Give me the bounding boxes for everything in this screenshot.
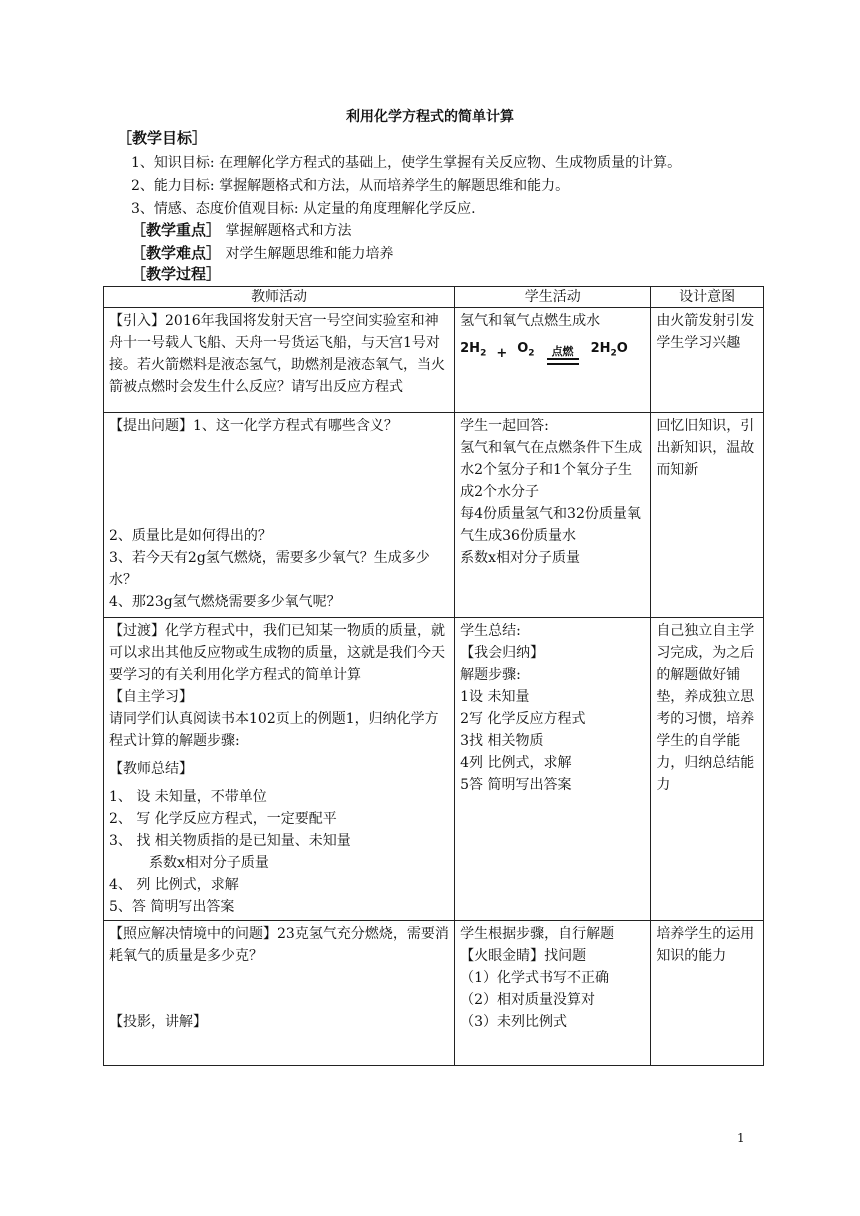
- row3-reading-task: 请同学们认真阅读书本102页上的例题1，归纳化学方程式计算的解题步骤:: [109, 711, 439, 749]
- difficulty-text: 对学生解题思维和能力培养: [225, 246, 394, 262]
- row3-step-4: 4、 列 比例式，求解: [109, 877, 239, 893]
- row3-student-line: 解题步骤:: [460, 667, 521, 683]
- objective-ability: 2、能力目标: 掌握解题格式和方法，从而培养学生的解题思维和能力。: [131, 178, 570, 194]
- equation-reactant-o2: $O_2$: [517, 341, 535, 359]
- row3-student-line: 2写 化学反应方程式: [460, 711, 586, 727]
- objective-emotion: 3、情感、态度价值观目标: 从定量的角度理解化学反应.: [131, 201, 476, 217]
- row4-student-line: 【火眼金睛】找问题: [460, 948, 587, 964]
- row4-student-line: 学生根据步骤，自行解题: [460, 926, 615, 942]
- row3-step-3: 3、 找 相关物质指的是已知量、未知量: [109, 833, 351, 849]
- objectives-heading: ［教学目标］: [117, 129, 208, 147]
- row1-intent-text: 由火箭发射引发学生学习兴趣: [656, 313, 755, 351]
- row4-student-line: （2）相对质量没算对: [460, 992, 596, 1008]
- row4-projection-note: 【投影，讲解】: [109, 1014, 207, 1030]
- equation-plus: +: [496, 345, 508, 361]
- difficulty: [131, 242, 393, 263]
- table-row: [104, 618, 764, 921]
- table-row: [104, 921, 764, 1066]
- row1-student: [455, 308, 651, 413]
- row4-teacher: [104, 921, 455, 1066]
- equation-reactant-h2: $2H_2$: [460, 341, 487, 359]
- row3-intent: [651, 618, 764, 921]
- document-title: 利用化学方程式的简单计算: [346, 109, 514, 125]
- row4-student-line: （1）化学式书写不正确: [460, 970, 610, 986]
- objective-knowledge: 1、知识目标: 在理解化学方程式的基础上，使学生掌握有关反应物、生成物质量的计算。: [131, 155, 682, 171]
- row3-step-1: 1、 设 未知量，不带单位: [109, 789, 267, 805]
- row4-student-line: （3）未列比例式: [460, 1014, 568, 1030]
- row2-teacher: [104, 413, 455, 618]
- row3-step-3-note: 系数x相对分子质量: [149, 855, 269, 871]
- page-number: 1: [737, 1131, 745, 1145]
- table-header-row: [104, 287, 764, 308]
- equation-condition: 点燃: [551, 344, 574, 358]
- table-row: [104, 308, 764, 413]
- row3-step-2: 2、 写 化学反应方程式，一定要配平: [109, 811, 337, 827]
- row2-student-line: 氢气和氧气在点燃条件下生成水2个氢分子和1个氧分子生成2个水分子: [460, 440, 643, 500]
- row3-student-line: 5答 简明写出答案: [460, 777, 572, 793]
- row1-teacher-text: 【引入】2016年我国将发射天宫一号空间实验室和神舟十一号载人飞船、天舟一号货运飞船，与天宫1号对接。若火箭燃料是液态氢气，助燃剂是液态氧气，当火箭被点燃时会发生什么反应？请写出反应方程式: [109, 313, 445, 395]
- row3-transition: 【过渡】化学方程式中，我们已知某一物质的质量，就可以求出其他反应物或生成物的质量，这就是我们今天要学习的有关利用化学方程式的简单计算: [109, 623, 445, 683]
- row2-intent: [651, 413, 764, 618]
- equation-equals-icon: [547, 358, 579, 365]
- row2-intent-text: 回忆旧知识，引出新知识，温故而知新: [656, 418, 755, 478]
- key-point-text: 掌握解题格式和方法: [225, 223, 352, 239]
- row4-intent-text: 培养学生的运用知识的能力: [656, 926, 755, 964]
- row2-student-line: 每4份质量氢气和32份质量氧气生成36份质量水: [460, 506, 641, 544]
- key-point: [131, 219, 351, 240]
- row3-student-line: 【我会归纳】: [460, 645, 545, 661]
- key-point-label: ［教学重点］: [131, 221, 222, 239]
- row1-teacher: [104, 308, 455, 413]
- row2-question-3: 3、若今天有2g氢气燃烧，需要多少氧气？生成多少水？: [109, 550, 430, 588]
- row2-question-2: 2、质量比是如何得出的？: [109, 528, 272, 544]
- row4-intent: [651, 921, 764, 1066]
- row4-student: [455, 921, 651, 1066]
- row3-intent-text: 自己独立自主学习完成，为之后的解题做好铺垫，养成独立思考的习惯，培养学生的自学能力，归纳总结能力: [656, 623, 755, 793]
- header-teacher: 教师活动: [104, 287, 455, 308]
- row3-self-study-label: 【自主学习】: [109, 689, 193, 705]
- row3-teacher: [104, 618, 455, 921]
- row1-intent: [651, 308, 764, 413]
- equation-product-h2o: $2H_2O$: [590, 341, 628, 359]
- row2-question-4: 4、那23g氢气燃烧需要多少氧气呢？: [109, 594, 341, 610]
- row3-summary-label: 【教师总结】: [109, 761, 193, 777]
- equation-reaction-sign: [547, 346, 579, 365]
- row3-student-line: 学生总结:: [460, 623, 521, 639]
- header-intent: 设计意图: [651, 287, 764, 308]
- row2-question-1: 【提出问题】1、这一化学方程式有哪些含义？: [109, 418, 398, 434]
- header-student: 学生活动: [455, 287, 651, 308]
- row1-student-text: 氢气和氧气点燃生成水: [460, 313, 601, 329]
- lesson-table: [103, 286, 764, 1066]
- row4-problem: 【照应解决情境中的问题】23克氢气充分燃烧，需要消耗氧气的质量是多少克？: [109, 926, 449, 964]
- row3-student-line: 4列 比例式，求解: [460, 755, 572, 771]
- process-heading: ［教学过程］: [131, 265, 222, 283]
- row3-student: [455, 618, 651, 921]
- table-row: [104, 413, 764, 618]
- row3-student-line: 1设 未知量: [460, 689, 530, 705]
- row2-student-line: 学生一起回答:: [460, 418, 549, 434]
- row3-step-5: 5、答 简明写出答案: [109, 899, 235, 915]
- difficulty-label: ［教学难点］: [131, 244, 222, 262]
- row3-student-line: 3找 相关物质: [460, 733, 544, 749]
- row2-student: [455, 413, 651, 618]
- row2-student-line: 系数x相对分子质量: [460, 550, 581, 566]
- chemical-equation: [460, 338, 645, 365]
